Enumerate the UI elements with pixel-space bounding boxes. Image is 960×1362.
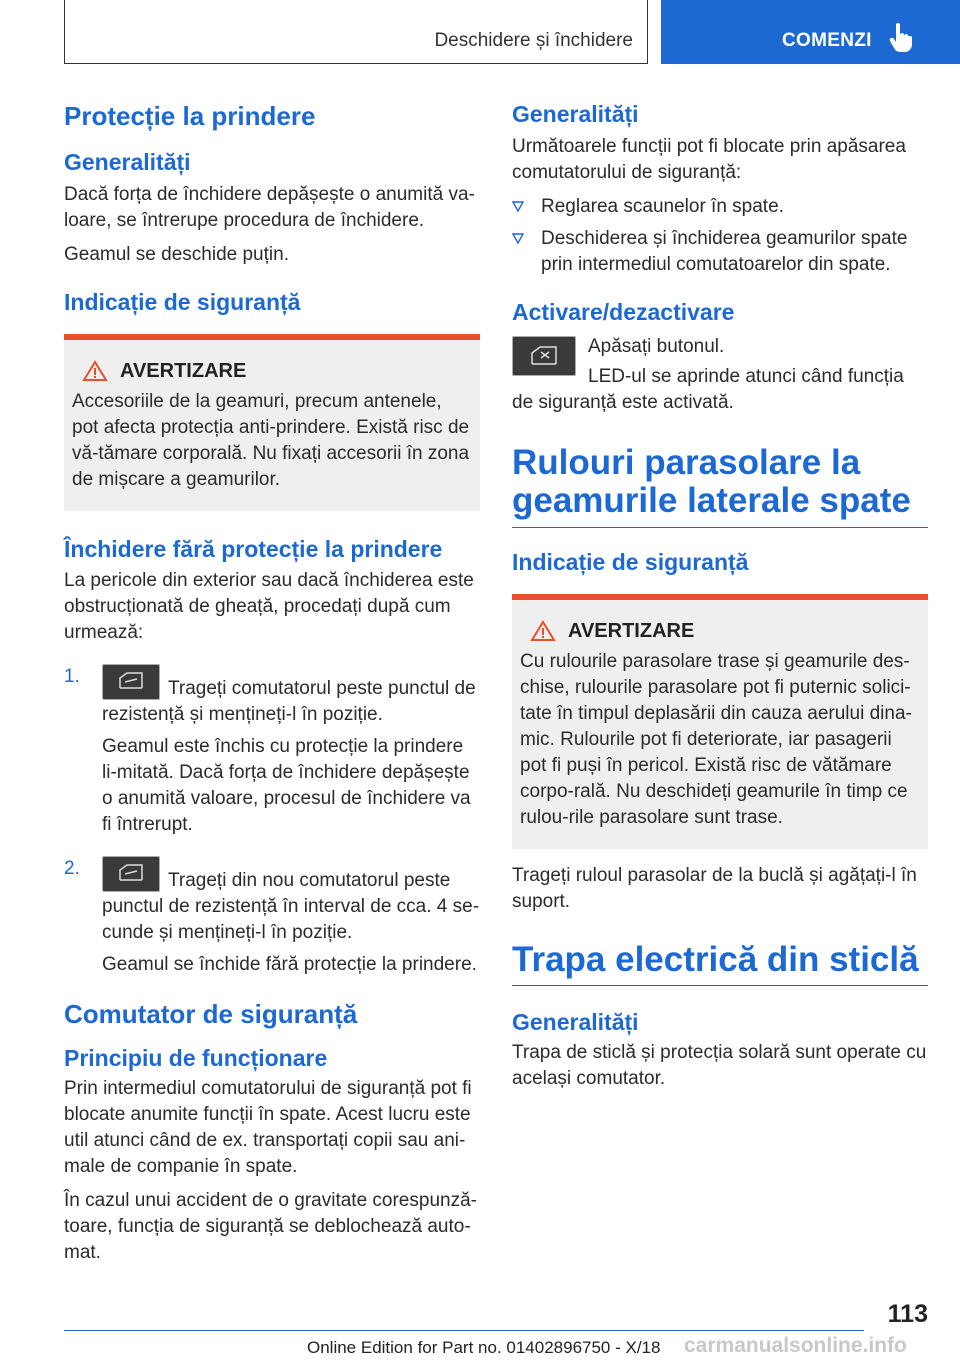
heading-general: Generalități (64, 148, 191, 175)
blinds-warning-box (512, 594, 928, 849)
warning-header (82, 360, 472, 383)
footer-divider (64, 1330, 864, 1331)
warning-box (64, 334, 480, 511)
activation-paragraph-2: LED-ul se aprinde atunci când funcția de siguranță este activată. (512, 365, 904, 413)
blinds-paragraph: Trageți ruloul parasolar de la buclă și agățați-l în suport. (512, 864, 917, 912)
principle-paragraph-1: Prin intermediul comutatorului de siguranță pot fi blocate anumite funcții în spate. Acest lucru este util atunci când de ex. transportați copii sau ani-male de companie în spate. (64, 1078, 472, 1178)
heading-blinds-safety: Indicație de siguranță (512, 548, 749, 575)
warning-text: Accesoriile de la geamuri, precum antenele, pot afecta protecția anti-prindere. Există risc de vă-tămare corporală. Nu fixați accesorii în zona de mișcare a geamurilor. (72, 390, 470, 490)
bullet-triangle-icon (512, 200, 524, 212)
bullet-item (512, 194, 928, 220)
header-section-box (64, 0, 648, 64)
heading-sunroof-general: Generalități (512, 1009, 639, 1036)
bullet-text: Reglarea scaunelor în spate. (541, 195, 784, 217)
section-title-sun-blinds: Rulouri parasolare la geamurile laterale spate (512, 442, 911, 521)
bullet-text: Deschiderea și închiderea geamurilor spate prin intermediul comutatoarelor din spate. (541, 227, 908, 275)
step-text: Trageți din nou comutatorul peste punctul de rezistență în interval de cca. 4 se-cunde și mențineți-l în poziție. (102, 870, 480, 944)
window-switch-image (102, 856, 160, 892)
general-paragraph-1: Dacă forța de închidere depășește o anumită va-loare, se întrerupe procedura de închidere. (64, 183, 475, 231)
heading-principle: Principiu de funcționare (64, 1045, 328, 1072)
sunroof-title-block (512, 941, 928, 987)
section-title-sunroof: Trapa electrică din sticlă (512, 939, 919, 979)
warning-title: AVERTIZARE (120, 359, 247, 382)
section-title-pinch-protection: Protecție la prindere (64, 101, 316, 131)
window-switch-image (102, 664, 160, 700)
step-text: Trageți comutatorul peste punctul de rezistență și mențineți-l în poziție. (102, 678, 476, 726)
heading-safety-note: Indicație de siguranță (64, 288, 301, 315)
blinds-title-block (512, 444, 928, 528)
window-switch-icon (117, 670, 145, 692)
activation-block (512, 334, 928, 416)
safety-switch-image (512, 336, 576, 376)
heading-activation: Activare/dezactivare (512, 298, 735, 325)
watermark: carmanualsonline.info (684, 1334, 907, 1357)
general-intro-right: Următoarele funcții pot fi blocate prin apăsarea comutatorului de siguranță: (512, 135, 906, 183)
left-column (64, 100, 480, 1266)
header-nav-tab[interactable] (661, 0, 960, 64)
bullet-item (512, 226, 928, 278)
step-note: Geamul este închis cu protecție la prindere li-mitată. Dacă forța de închidere depășește o anumită valoare, procesul de închidere va fi întrerupt. (102, 736, 471, 836)
warning-header (530, 620, 920, 643)
pointing-hand-icon (889, 22, 915, 52)
warning-title: AVERTIZARE (568, 619, 695, 642)
bullet-triangle-icon (512, 232, 524, 244)
header-section-title: Deschidere și închidere (434, 30, 633, 51)
step-number: 2. (64, 858, 80, 880)
window-switch-icon (117, 862, 145, 884)
sunroof-paragraph: Trapa de sticlă și protecția solară sunt operate cu același comutator. (512, 1042, 927, 1090)
activation-paragraph-1: Apăsați butonul. (588, 335, 725, 357)
footer-edition: Online Edition for Part no. 01402896750 - X/18 (307, 1338, 661, 1357)
heading-safety-switch: Comutator de siguranță (64, 999, 358, 1030)
warning-triangle-icon (82, 360, 108, 382)
step-item (64, 856, 480, 978)
step-note: Geamul se închide fără protecție la prindere. (102, 954, 477, 976)
right-column (512, 100, 928, 1092)
safety-switch-icon (529, 344, 559, 368)
warning-triangle-icon (530, 620, 556, 642)
header-nav-label: COMENZI (782, 30, 872, 51)
warning-text: Cu rulourile parasolare trase și geamurile des-chise, rulourile parasolare pot fi puternic solici-tate în timpul deplasării din cauza aerului dina-mic. Rulourile pot fi deteriorate, iar pasagerii pot fi puși în pericol. Există risc de vătămare corpo-rală. Nu deschideți geamurile în timp ce rulou-rile parasolare sunt trase. (520, 650, 912, 828)
general-paragraph-2: Geamul se deschide puțin. (64, 243, 289, 265)
heading-closing-without-protection: Închidere fără protecție la prindere (64, 535, 443, 562)
step-item (64, 664, 480, 838)
page-number: 113 (887, 1300, 928, 1328)
principle-paragraph-2: În cazul unui accident de o gravitate corespunză-toare, funcția de siguranță se deblochează auto-mat. (64, 1190, 477, 1264)
heading-general-right: Generalități (512, 101, 639, 127)
step-number: 1. (64, 666, 80, 688)
closing-intro: La pericole din exterior sau dacă închiderea este obstrucționată de gheață, procedați după cum urmează: (64, 570, 474, 644)
